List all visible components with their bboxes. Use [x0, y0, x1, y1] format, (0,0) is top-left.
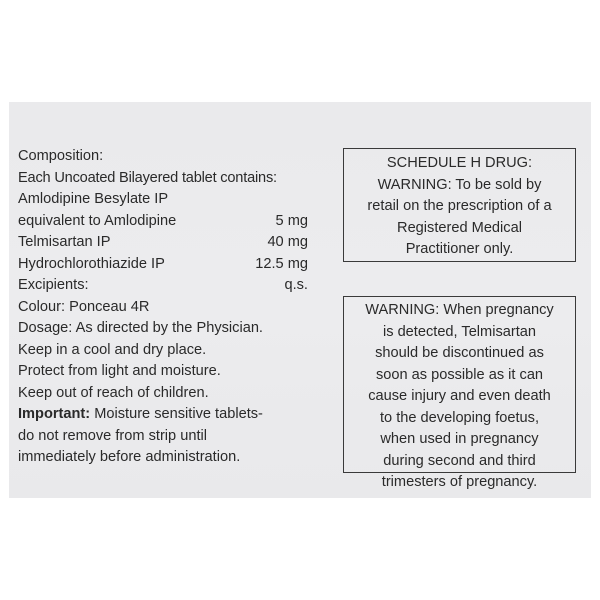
schedule-warning-line: Practitioner only.: [405, 241, 514, 257]
ingredient-row: [18, 211, 308, 233]
ingredient-amount: q.s.: [284, 277, 308, 293]
pregnancy-warning-line: cause injury and even death: [368, 388, 551, 404]
ingredient-row: [18, 232, 308, 254]
important-text: do not remove from strip until: [18, 427, 207, 444]
ingredient-amount: 12.5 mg: [255, 255, 308, 272]
medicine-carton-panel: [9, 102, 591, 498]
pregnancy-warning-line: soon as possible as it can: [375, 366, 544, 383]
pregnancy-warning-line: WARNING: When pregnancy: [365, 302, 554, 318]
schedule-warning-line: WARNING: To be sold by: [377, 176, 542, 193]
colour-line: Colour: Ponceau 4R: [18, 298, 150, 315]
ingredient-name: Excipients:: [18, 277, 89, 293]
storage-line: Keep in a cool and dry place.: [18, 341, 207, 358]
important-text: Moisture sensitive tablets-: [90, 406, 263, 422]
important-text: immediately before administration.: [18, 449, 241, 465]
ingredient-name: Telmisartan IP: [18, 234, 111, 250]
ingredient-row: [18, 254, 308, 276]
storage-line: Keep out of reach of children.: [18, 384, 209, 401]
pregnancy-warning-line: is detected, Telmisartan: [382, 323, 537, 340]
pregnancy-warning-line: trimesters of pregnancy.: [381, 474, 538, 490]
pregnancy-warning-line: during second and third: [383, 452, 536, 469]
dosage-line: Dosage: As directed by the Physician.: [18, 320, 263, 336]
ingredient-amount: 40 mg: [267, 234, 308, 250]
ingredient-name: Hydrochlorothiazide IP: [18, 255, 165, 272]
ingredient-row: [18, 275, 308, 297]
ingredient-name: equivalent to Amlodipine: [18, 212, 177, 229]
pregnancy-warning-box: [343, 296, 576, 490]
pregnancy-warning-line: when used in pregnancy: [380, 431, 539, 447]
ingredient-amount: 5 mg: [275, 212, 308, 229]
pregnancy-warning-line: should be discontinued as: [375, 345, 544, 361]
ingredient-row: [18, 189, 308, 211]
pregnancy-warning-line: to the developing foetus,: [379, 409, 540, 426]
composition-heading: Composition:: [18, 148, 104, 164]
schedule-h-warning-box: [343, 148, 576, 262]
storage-line: Protect from light and moisture.: [18, 363, 221, 379]
composition-intro: Each Uncoated Bilayered tablet contains:: [18, 169, 277, 186]
schedule-warning-line: Registered Medical: [397, 219, 522, 236]
ingredient-name: Amlodipine Besylate IP: [18, 191, 169, 207]
schedule-warning-line: retail on the prescription of a: [367, 198, 552, 214]
schedule-warning-line: SCHEDULE H DRUG:: [386, 155, 533, 171]
important-label: Important:: [18, 406, 91, 422]
composition-section: [18, 146, 308, 469]
important-note: [18, 404, 308, 426]
